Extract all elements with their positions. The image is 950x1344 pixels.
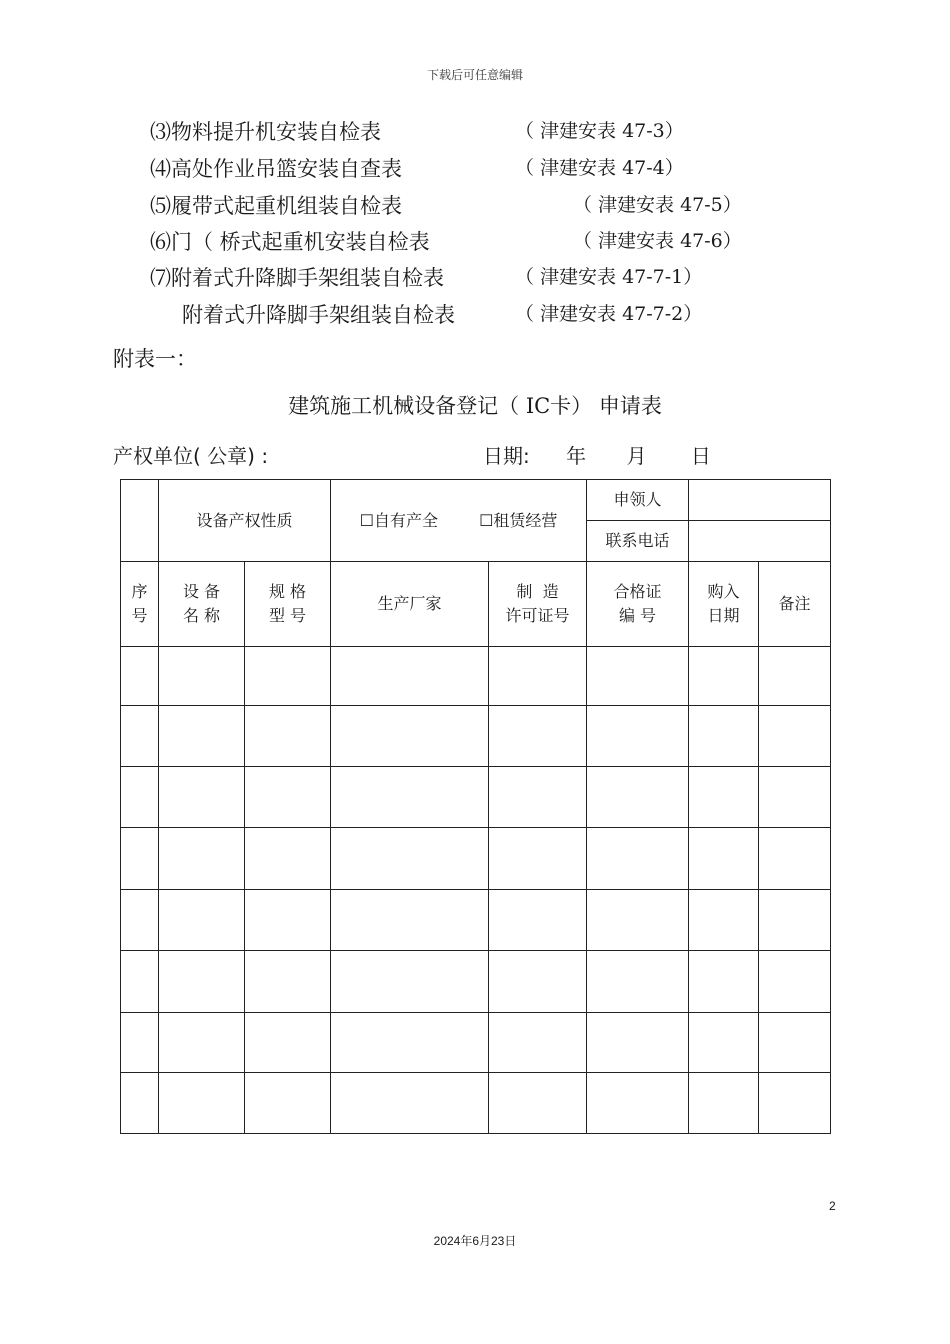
list-item-4 (150, 157, 684, 181)
list-item-label: ⑹门（ 桥式起重机安装自检表 (150, 230, 430, 254)
page-header: 下载后可任意编辑 (426, 68, 523, 82)
list-item-5 (150, 194, 742, 218)
table-cell[interactable] (759, 951, 831, 1013)
blank-corner-cell (121, 480, 159, 562)
table-cell[interactable] (689, 647, 759, 706)
table-cell[interactable] (489, 647, 587, 706)
table-row (121, 1073, 831, 1134)
col-header-manufacturing-license: 制 造 许可证号 (489, 562, 587, 647)
ownership-options (331, 480, 587, 562)
phone-label: 联系电话 (587, 521, 689, 562)
col-header-purchase-date: 购入 日期 (689, 562, 759, 647)
table-cell[interactable] (689, 890, 759, 951)
table-cell[interactable] (331, 951, 489, 1013)
table-cell[interactable] (587, 890, 689, 951)
table-cell[interactable] (759, 828, 831, 890)
table-cell[interactable] (245, 951, 331, 1013)
list-item-ref: （ 津建安表 47-4） (515, 157, 684, 179)
col-header-index: 序 号 (121, 562, 159, 647)
list-item-ref: （ 津建安表 47-6） (573, 230, 742, 252)
list-item-ref: （ 津建安表 47-5） (573, 194, 742, 216)
table-cell[interactable] (159, 1013, 245, 1073)
table-cell[interactable] (331, 828, 489, 890)
table-cell[interactable] (689, 1073, 759, 1134)
applicant-label: 申领人 (587, 480, 689, 521)
table-cell[interactable] (159, 767, 245, 828)
date-line (483, 440, 711, 469)
table-cell[interactable] (331, 767, 489, 828)
option-lease-checkbox[interactable]: ☐租赁经营 (479, 510, 558, 530)
col-header-model: 规 格 型 号 (245, 562, 331, 647)
option-own-checkbox[interactable]: ☐自有产全 (359, 510, 438, 530)
list-item-6 (150, 230, 742, 254)
table-cell[interactable] (759, 647, 831, 706)
table-cell[interactable] (121, 828, 159, 890)
table-cell[interactable] (489, 951, 587, 1013)
col-header-certificate-number: 合格证 编 号 (587, 562, 689, 647)
table-cell[interactable] (759, 890, 831, 951)
table-cell[interactable] (121, 706, 159, 767)
table-cell[interactable] (245, 706, 331, 767)
list-item-label: 附着式升降脚手架组装自检表 (182, 303, 455, 327)
table-cell[interactable] (689, 767, 759, 828)
table-cell[interactable] (159, 828, 245, 890)
date-year: 年 (566, 444, 587, 468)
list-item-7-2 (182, 303, 703, 327)
list-item-7 (150, 266, 703, 290)
table-cell[interactable] (587, 647, 689, 706)
registration-form-table (120, 479, 831, 1134)
table-cell[interactable] (121, 890, 159, 951)
table-row (121, 706, 831, 767)
list-item-label: ⑺附着式升降脚手架组装自检表 (150, 266, 444, 290)
table-cell[interactable] (489, 1073, 587, 1134)
table-row (121, 828, 831, 890)
table-cell[interactable] (245, 1013, 331, 1073)
table-cell[interactable] (159, 951, 245, 1013)
table-cell[interactable] (587, 951, 689, 1013)
table-cell[interactable] (759, 1013, 831, 1073)
table-cell[interactable] (245, 1073, 331, 1134)
table-cell[interactable] (689, 951, 759, 1013)
ownership-nature-label: 设备产权性质 (159, 480, 331, 562)
table-cell[interactable] (245, 890, 331, 951)
table-cell[interactable] (489, 706, 587, 767)
table-row (121, 767, 831, 828)
col-header-manufacturer: 生产厂家 (331, 562, 489, 647)
table-cell[interactable] (689, 706, 759, 767)
col-header-equipment-name: 设 备 名 称 (159, 562, 245, 647)
list-item-ref: （ 津建安表 47-7-2） (515, 303, 703, 325)
table-cell[interactable] (331, 1013, 489, 1073)
table-cell[interactable] (121, 1073, 159, 1134)
table-cell[interactable] (759, 1073, 831, 1134)
table-cell[interactable] (759, 706, 831, 767)
footer-date: 2024年6月23日 (433, 1234, 517, 1248)
table-cell[interactable] (587, 706, 689, 767)
table-cell[interactable] (331, 890, 489, 951)
date-day: 日 (690, 444, 711, 468)
table-row (121, 951, 831, 1013)
table-cell[interactable] (489, 1013, 587, 1073)
date-label: 日期: (483, 444, 530, 468)
table-cell[interactable] (245, 767, 331, 828)
table-row (121, 1013, 831, 1073)
table-cell[interactable] (159, 706, 245, 767)
list-item-label: ⑶物料提升机安装自检表 (150, 120, 381, 144)
table-cell[interactable] (159, 1073, 245, 1134)
table-cell[interactable] (587, 1073, 689, 1134)
table-row (121, 890, 831, 951)
table-cell[interactable] (245, 828, 331, 890)
list-item-label: ⑷高处作业吊篮安装自查表 (150, 157, 402, 181)
table-cell[interactable] (689, 828, 759, 890)
page-number: 2 (829, 1199, 836, 1213)
date-month: 月 (626, 444, 647, 468)
list-item-3 (150, 120, 684, 144)
table-cell[interactable] (159, 647, 245, 706)
table-cell[interactable] (759, 767, 831, 828)
table-cell[interactable] (689, 1013, 759, 1073)
appendix-label: 附表一： (113, 347, 197, 371)
form-title: 建筑施工机械设备登记（ IC卡） 申请表 (288, 394, 662, 418)
phone-value-cell[interactable] (689, 521, 831, 562)
table-cell[interactable] (489, 767, 587, 828)
table-cell[interactable] (121, 951, 159, 1013)
table-row (121, 647, 831, 706)
table-cell[interactable] (159, 890, 245, 951)
table-cell[interactable] (587, 1013, 689, 1073)
table-cell[interactable] (489, 890, 587, 951)
table-cell[interactable] (245, 647, 331, 706)
table-cell[interactable] (587, 828, 689, 890)
table-cell[interactable] (121, 647, 159, 706)
list-item-ref: （ 津建安表 47-7-1） (515, 266, 703, 288)
table-cell[interactable] (587, 767, 689, 828)
list-item-ref: （ 津建安表 47-3） (515, 120, 684, 142)
table-cell[interactable] (331, 647, 489, 706)
owner-label: 产权单位( 公章) : (113, 444, 269, 468)
table-cell[interactable] (489, 828, 587, 890)
table-cell[interactable] (331, 706, 489, 767)
table-cell[interactable] (331, 1073, 489, 1134)
list-item-label: ⑸履带式起重机组装自检表 (150, 194, 402, 218)
applicant-value-cell[interactable] (689, 480, 831, 521)
table-cell[interactable] (121, 1013, 159, 1073)
table-cell[interactable] (121, 767, 159, 828)
col-header-remarks: 备注 (759, 562, 831, 647)
